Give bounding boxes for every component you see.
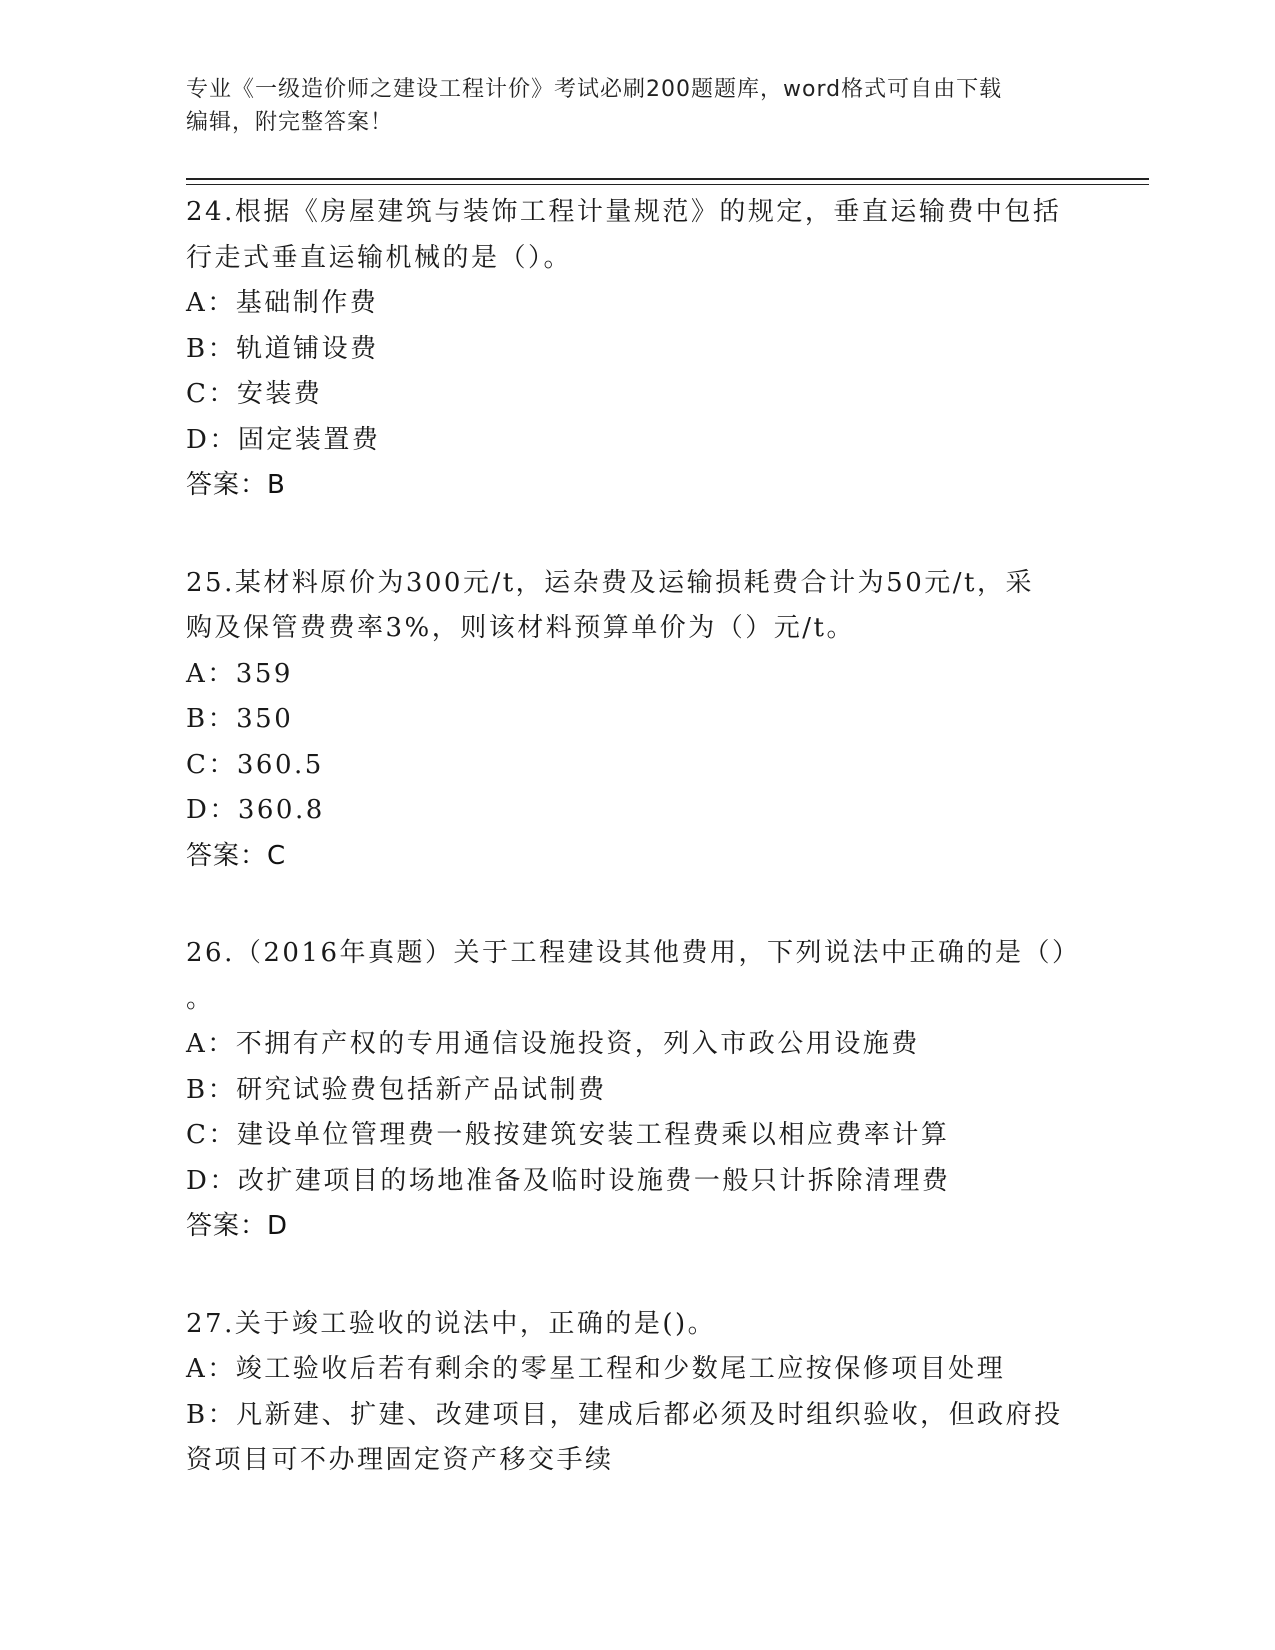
option-b: B：凡新建、扩建、改建项目，建成后都必须及时组织验收，但政府投 bbox=[186, 1399, 1063, 1430]
option-a: A：359 bbox=[186, 658, 293, 689]
document-header bbox=[186, 73, 1066, 139]
question-stem-line: 。 bbox=[186, 983, 215, 1014]
option-a: A：竣工验收后若有剩余的零星工程和少数尾工应按保修项目处理 bbox=[186, 1354, 1006, 1384]
option-c: C：建设单位管理费一般按建筑安装工程费乘以相应费率计算 bbox=[186, 1120, 950, 1150]
question-25 bbox=[186, 561, 1086, 880]
option-a: A：不拥有产权的专用通信设施投资，列入市政公用设施费 bbox=[186, 1029, 920, 1059]
header-divider-thin bbox=[186, 184, 1149, 185]
header-divider-thick bbox=[186, 178, 1149, 180]
header-line-2: 编辑，附完整答案！ bbox=[186, 110, 394, 135]
answer: 答案：D bbox=[186, 1211, 289, 1241]
question-26 bbox=[186, 931, 1086, 1250]
question-stem-line: 24.根据《房屋建筑与装饰工程计量规范》的规定，垂直运输费中包括 bbox=[186, 197, 1062, 227]
header-line-1: 专业《一级造价师之建设工程计价》考试必刷200题题库，word格式可自由下载 bbox=[186, 77, 1003, 102]
answer: 答案：B bbox=[186, 470, 286, 500]
question-24 bbox=[186, 190, 1086, 509]
option-d: D：固定装置费 bbox=[186, 424, 381, 455]
answer: 答案：C bbox=[186, 840, 287, 871]
question-27 bbox=[186, 1302, 1086, 1484]
option-a: A：基础制作费 bbox=[186, 288, 379, 318]
question-list bbox=[186, 190, 1086, 1536]
question-stem-line: 25.某材料原价为300元/t，运杂费及运输损耗费合计为50元/t，采 bbox=[186, 567, 1034, 598]
question-stem-line: 27.关于竣工验收的说法中，正确的是()。 bbox=[186, 1308, 717, 1339]
option-d: D：改扩建项目的场地准备及临时设施费一般只计拆除清理费 bbox=[186, 1165, 951, 1196]
question-stem-line: 26.（2016年真题）关于工程建设其他费用，下列说法中正确的是（） bbox=[186, 938, 1081, 968]
option-b-continued: 资项目可不办理固定资产移交手续 bbox=[186, 1445, 614, 1475]
option-b: B：研究试验费包括新产品试制费 bbox=[186, 1074, 607, 1105]
question-stem-line: 购及保管费费率3%，则该材料预算单价为（）元/t。 bbox=[186, 613, 855, 643]
option-b: B：350 bbox=[186, 704, 294, 734]
option-b: B：轨道铺设费 bbox=[186, 333, 379, 364]
option-d: D：360.8 bbox=[186, 795, 325, 825]
option-c: C：360.5 bbox=[186, 749, 324, 780]
option-c: C：安装费 bbox=[186, 379, 323, 409]
question-stem-line: 行走式垂直运输机械的是（）。 bbox=[186, 242, 573, 273]
